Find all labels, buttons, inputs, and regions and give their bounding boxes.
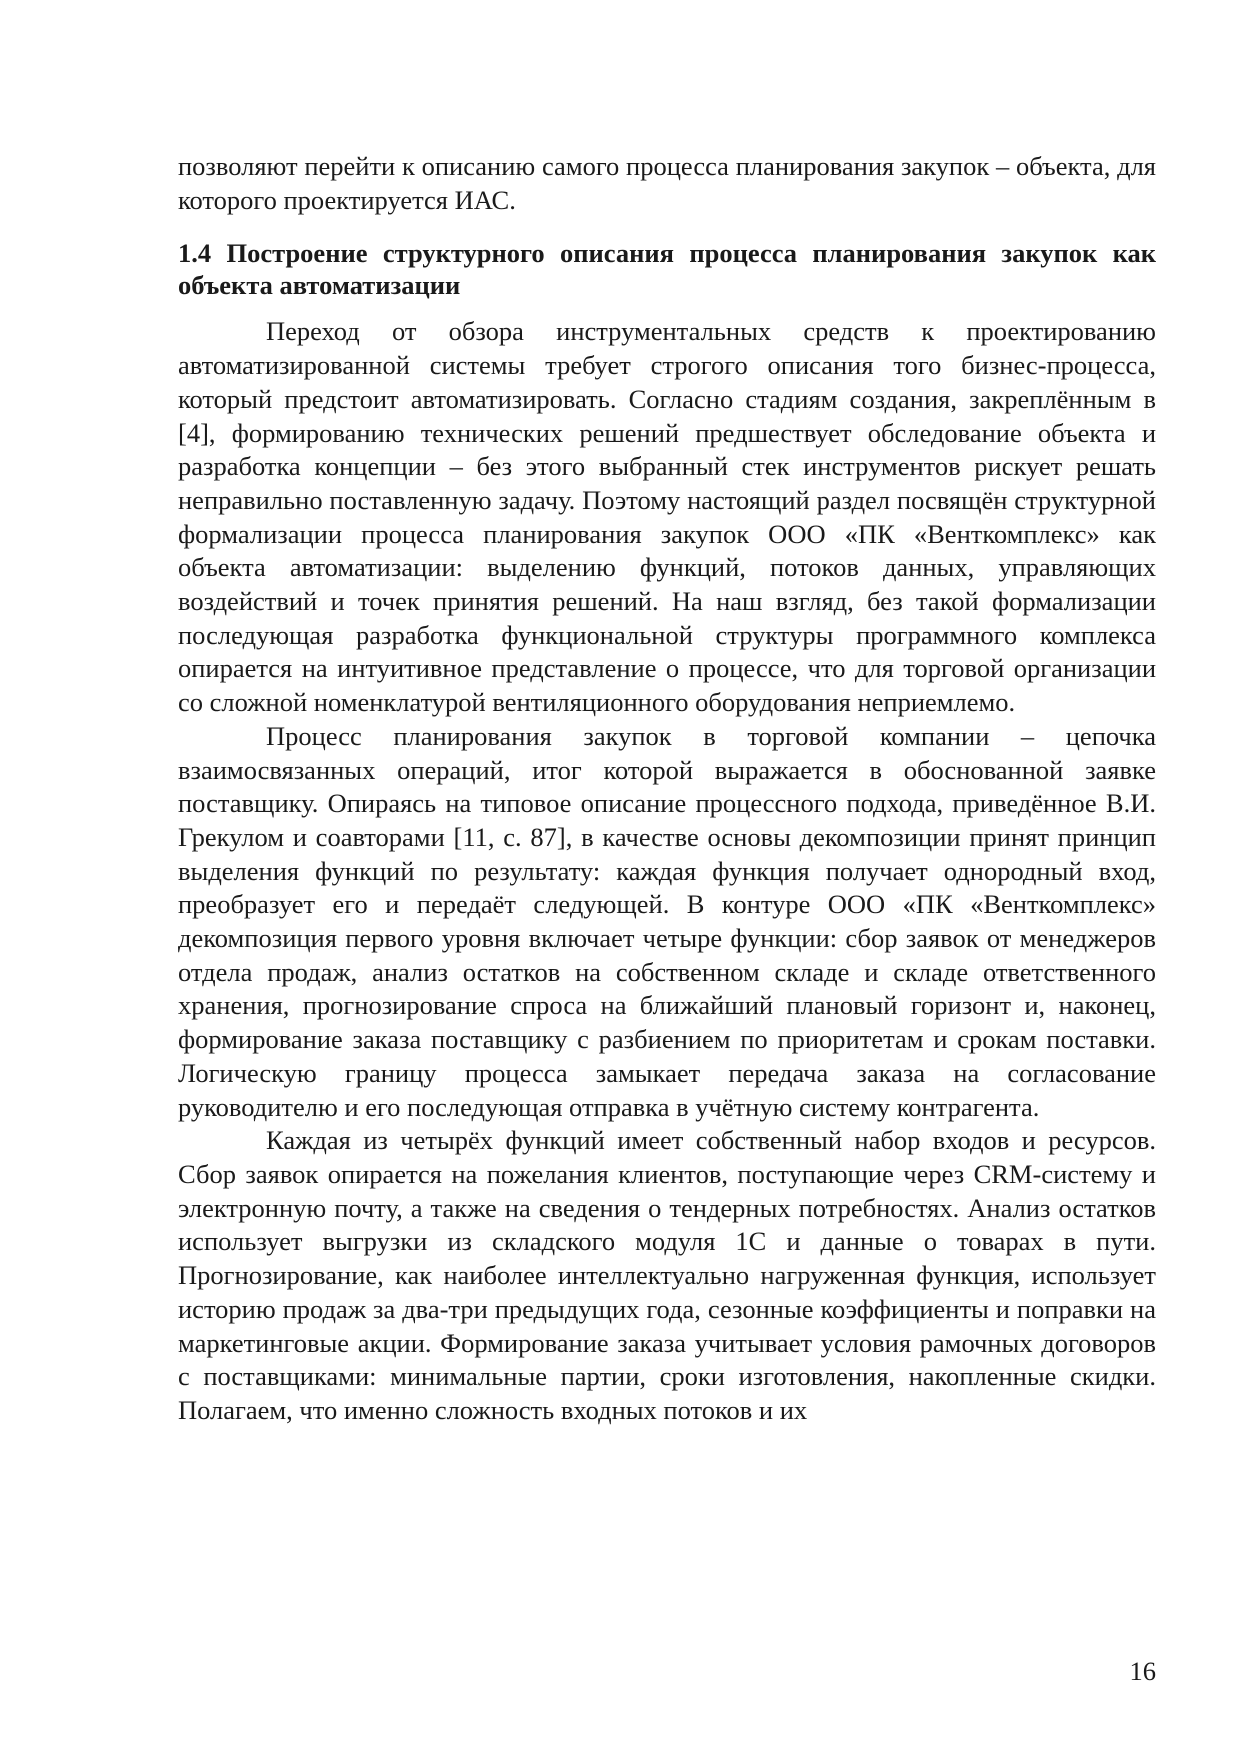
- section-heading: 1.4 Построение структурного описания процесса планирования закупок как объекта автоматизации: [178, 238, 1156, 301]
- intro-paragraph: позволяют перейти к описанию самого процесса планирования закупок – объекта, для которого проектируется ИАС.: [178, 151, 1156, 215]
- page-number: 16: [1129, 1656, 1156, 1686]
- body-paragraph: Переход от обзора инструментальных средств к проектированию автоматизированной системы требует строгого описания того бизнес-процесса, который предстоит автоматизировать. Согласно стадиям создания, закреплённым в [4], формированию технических решений предшествует обследование объекта и разработка концепции – без этого выбранный стек инструментов рискует решать неправильно поставленную задачу. Поэтому настоящий раздел посвящён структурной формализации процесса планирования закупок ООО «ПК «Венткомплекс» как объекта автоматизации: выделению функций, потоков данных, управляющих воздействий и точек принятия решений. На наш взгляд, без такой формализации последующая разработка функциональной структуры программного комплекса опирается на интуитивное представление о процессе, что для торговой организации со сложной номенклатурой вентиляционного оборудования неприемлемо.: [178, 316, 1156, 718]
- body-paragraph: Каждая из четырёх функций имеет собственный набор входов и ресурсов. Сбор заявок опирается на пожелания клиентов, поступающие через CRM-систему и электронную почту, а также на сведения о тендерных потребностях. Анализ остатков использует выгрузки из складского модуля 1С и данные о товарах в пути. Прогнозирование, как наиболее интеллектуально нагруженная функция, использует историю продаж за два-три предыдущих года, сезонные коэффициенты и поправки на маркетинговые акции. Формирование заказа учитывает условия рамочных договоров с поставщиками: минимальные партии, сроки изготовления, накопленные скидки. Полагаем, что именно сложность входных потоков и их: [178, 1125, 1156, 1425]
- document-page: [178, 150, 1156, 1428]
- body-paragraph: Процесс планирования закупок в торговой компании – цепочка взаимосвязанных операций, итог которой выражается в обоснованной заявке поставщику. Опираясь на типовое описание процессного подхода, приведённое В.И. Грекулом и соавторами [11, с. 87], в качестве основы декомпозиции принят принцип выделения функций по результату: каждая функция получает однородный вход, преобразует его и передаёт следующей. В контуре ООО «ПК «Венткомплекс» декомпозиция первого уровня включает четыре функции: сбор заявок от менеджеров отдела продаж, анализ остатков на собственном складе и складе ответственного хранения, прогнозирование спроса на ближайший плановый горизонт и, наконец, формирование заказа поставщику с разбиением по приоритетам и срокам поставки. Логическую границу процесса замыкает передача заказа на согласование руководителю и его последующая отправка в учётную систему контрагента.: [178, 720, 1156, 1122]
